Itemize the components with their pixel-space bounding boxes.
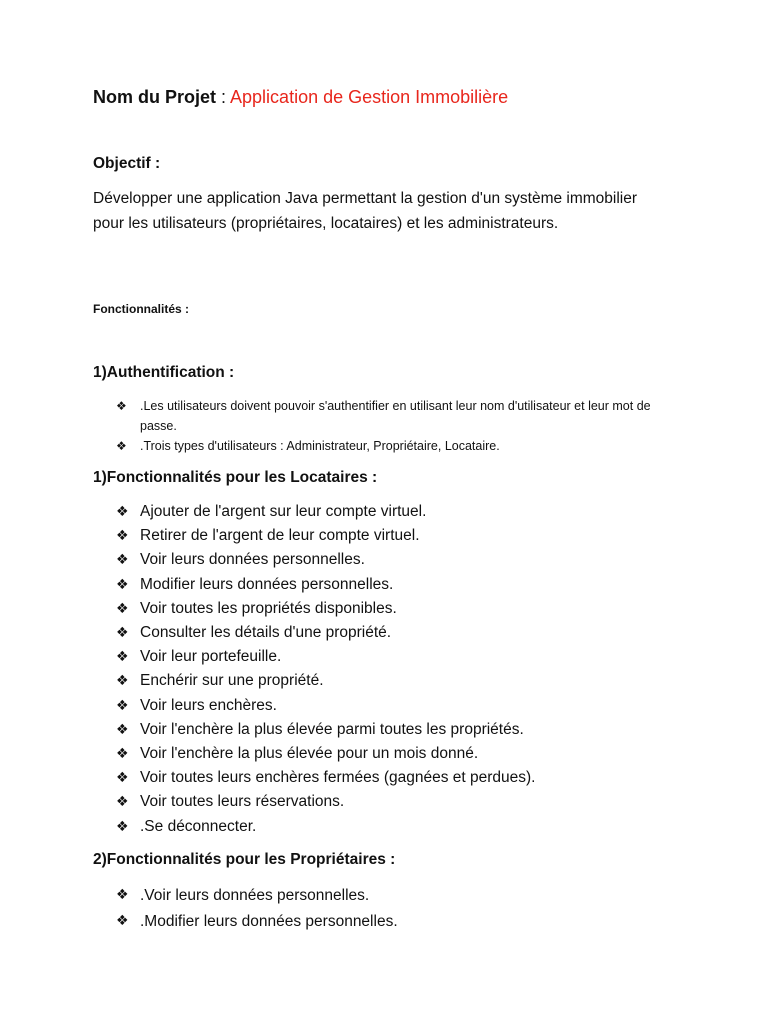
diamond-bullet-icon: ❖	[116, 552, 129, 569]
list-item-text: Voir l'enchère la plus élevée pour un mois donné.	[140, 745, 479, 763]
list-item-text: Consulter les détails d'une propriété.	[140, 624, 392, 642]
diamond-bullet-icon: ❖	[116, 649, 129, 666]
project-title-line	[93, 87, 508, 108]
diamond-bullet-icon: ❖	[116, 746, 129, 763]
diamond-bullet-icon: ❖	[116, 399, 127, 413]
list-item-text: Voir toutes leurs enchères fermées (gagnées et perdues).	[140, 769, 536, 787]
list-item-text: .Les utilisateurs doivent pouvoir s'authentifier en utilisant leur nom d'utilisateur et leur mot de passe.	[140, 399, 651, 433]
locataires-list	[116, 500, 676, 839]
objectif-paragraph: Développer une application Java permettant la gestion d'un système immobilier pour les utilisateurs (propriétaires, locataires) et les administrateurs.	[93, 190, 638, 232]
objectif-heading: Objectif :	[93, 155, 161, 172]
list-item	[116, 694, 676, 718]
list-item	[116, 790, 676, 814]
diamond-bullet-icon: ❖	[116, 673, 129, 690]
diamond-bullet-icon: ❖	[116, 912, 129, 929]
diamond-bullet-icon: ❖	[116, 625, 129, 642]
diamond-bullet-icon: ❖	[116, 818, 129, 835]
list-item	[116, 500, 676, 524]
list-item-text: Ajouter de l'argent sur leur compte virtuel.	[140, 503, 427, 520]
list-item-text: .Trois types d'utilisateurs : Administrateur, Propriétaire, Locataire.	[140, 439, 500, 453]
list-item	[116, 669, 676, 693]
list-item-text: Voir leur portefeuille.	[140, 648, 282, 666]
list-item-text: Voir leurs enchères.	[140, 696, 277, 714]
project-name: Application de Gestion Immobilière	[230, 87, 509, 107]
list-item	[116, 621, 676, 645]
list-item	[116, 815, 676, 839]
project-separator: :	[216, 87, 231, 107]
project-label: Nom du Projet	[93, 87, 217, 107]
list-item	[116, 645, 676, 669]
list-item-text: Voir l'enchère la plus élevée parmi toutes les propriétés.	[140, 720, 524, 738]
list-item-text: .Voir leurs données personnelles.	[140, 887, 370, 904]
diamond-bullet-icon: ❖	[116, 576, 129, 593]
proprietaires-heading: 2)Fonctionnalités pour les Propriétaires :	[93, 851, 396, 868]
list-item-text: .Modifier leurs données personnelles.	[140, 912, 398, 930]
list-item	[116, 883, 676, 909]
diamond-bullet-icon: ❖	[116, 528, 129, 545]
diamond-bullet-icon: ❖	[116, 504, 129, 520]
list-item	[116, 909, 676, 935]
list-item	[116, 718, 676, 742]
list-item	[116, 573, 676, 597]
diamond-bullet-icon: ❖	[116, 770, 129, 787]
locataires-heading: 1)Fonctionnalités pour les Locataires :	[93, 469, 378, 486]
list-item-text: Retirer de l'argent de leur compte virtuel.	[140, 527, 420, 545]
diamond-bullet-icon: ❖	[116, 697, 129, 714]
fonctionnalites-heading: Fonctionnalités :	[93, 302, 189, 316]
list-item-text: Voir leurs données personnelles.	[140, 551, 365, 569]
list-item	[116, 396, 676, 436]
authentification-heading: 1)Authentification :	[93, 364, 235, 381]
diamond-bullet-icon: ❖	[116, 887, 129, 903]
list-item	[116, 524, 676, 548]
list-item-text: Voir toutes les propriétés disponibles.	[140, 599, 397, 617]
list-item	[116, 548, 676, 572]
list-item	[116, 436, 676, 456]
list-item-text: .Se déconnecter.	[140, 817, 257, 835]
list-item-text: Enchérir sur une propriété.	[140, 672, 324, 690]
diamond-bullet-icon: ❖	[116, 439, 127, 453]
diamond-bullet-icon: ❖	[116, 794, 129, 811]
list-item-text: Modifier leurs données personnelles.	[140, 575, 394, 593]
authentification-list	[116, 396, 676, 456]
list-item-text: Voir toutes leurs réservations.	[140, 793, 345, 811]
list-item	[116, 597, 676, 621]
diamond-bullet-icon: ❖	[116, 721, 129, 738]
proprietaires-list	[116, 883, 676, 934]
list-item	[116, 766, 676, 790]
list-item	[116, 742, 676, 766]
diamond-bullet-icon: ❖	[116, 600, 129, 617]
